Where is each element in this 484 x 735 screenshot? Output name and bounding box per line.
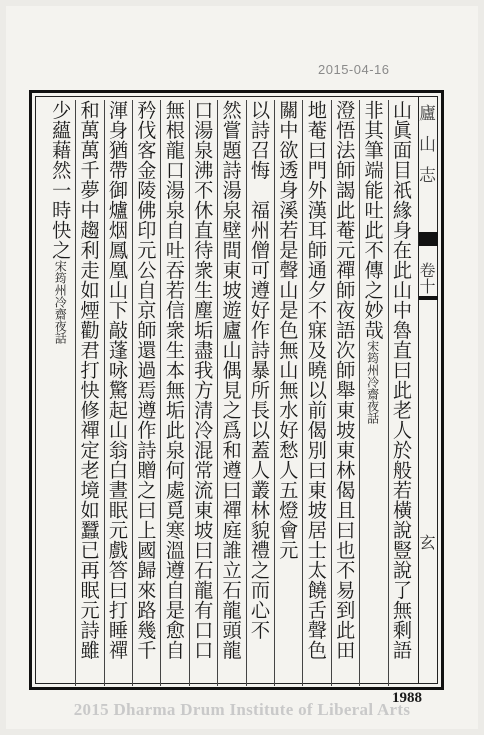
column-rule: [302, 100, 303, 686]
text-column: [274, 100, 301, 686]
footer-watermark: 2015 Dharma Drum Institute of Liberal Arts: [73, 700, 411, 719]
column-rule: [359, 100, 360, 686]
column-text: 無根龍口湯泉自吐吞若信衆生本無垢此泉何處覓寒溫遵自是愈自: [162, 100, 186, 660]
text-column: [360, 100, 387, 686]
text-column: [132, 100, 159, 686]
text-column: [331, 100, 358, 686]
column-text: 關中欲透身溪若是聲山是色無山無水好愁人五燈會元: [276, 100, 300, 560]
column-rule: [217, 100, 218, 686]
column-text: 然嘗題詩湯泉壁間東坡遊廬山偶見之爲和遵曰禪庭誰立石龍頭龍: [219, 100, 243, 660]
text-column: [189, 100, 216, 686]
column-rule: [246, 100, 247, 686]
text-column: [246, 100, 273, 686]
fishtail-mark-lower: [419, 296, 438, 300]
text-column: [47, 100, 74, 686]
text-column: [76, 100, 103, 686]
column-text: 矜伐客金陵佛印元公自京師還過焉遵作詩贈之曰上國歸來路幾千: [134, 100, 158, 660]
margin-header-volume: 卷十: [417, 262, 436, 294]
margin-header-leaf: 玄: [417, 534, 436, 550]
source-citation: 宋筠州冷齋夜話: [365, 340, 380, 424]
text-column: [218, 100, 245, 686]
column-text: 和萬萬千夢中趨利走如煙勸君打快修禪定老境如蠶已再眠元詩雖: [77, 100, 101, 660]
column-rule: [160, 100, 161, 686]
column-rule: [75, 100, 76, 686]
source-citation: 宋筠州冷齋夜話: [53, 260, 68, 344]
column-rule: [104, 100, 105, 686]
text-column: [303, 100, 330, 686]
column-rule: [189, 100, 190, 686]
column-text: 少蘊藉然一時快之: [49, 100, 73, 260]
margin-header-title: 廬山志: [415, 104, 435, 197]
text-column: [104, 100, 131, 686]
column-text: 非其筆端能吐此不傳之妙哉: [361, 100, 385, 340]
column-rule: [132, 100, 133, 686]
text-column: [388, 100, 415, 686]
column-text: 以詩召悔 福州僧可遵好作詩暴所長以蓋人叢林貌禮之而心不: [248, 100, 271, 640]
column-text: 渾身猶帶御爐烟鳳凰山下敲蓬咏驚起山翁白晝眠元戲答曰打睡禪: [106, 100, 129, 660]
scan-date-watermark: 2015-04-16: [318, 62, 390, 77]
column-text: 山眞面目祇緣身在此山中魯直曰此老人於般若橫說豎說了無剩語: [390, 100, 413, 660]
column-rule: [331, 100, 332, 686]
column-text: 地菴曰門外漢耳師通夕不寐及曉以前偈別曰東坡居士太饒舌聲色: [304, 100, 328, 660]
text-column: [161, 100, 188, 686]
column-rule: [388, 100, 389, 686]
fishtail-mark-upper: [419, 232, 438, 246]
column-text: 口湯泉沸不休直待衆生塵垢盡我方清冷混常流東坡曰石龍有口口: [191, 100, 215, 660]
column-rule: [274, 100, 275, 686]
page-number: 1988: [392, 690, 422, 706]
column-text: 澄悟法師謁此菴元禪師夜語次師舉東坡東林偈且曰也不易到此田: [333, 100, 357, 660]
